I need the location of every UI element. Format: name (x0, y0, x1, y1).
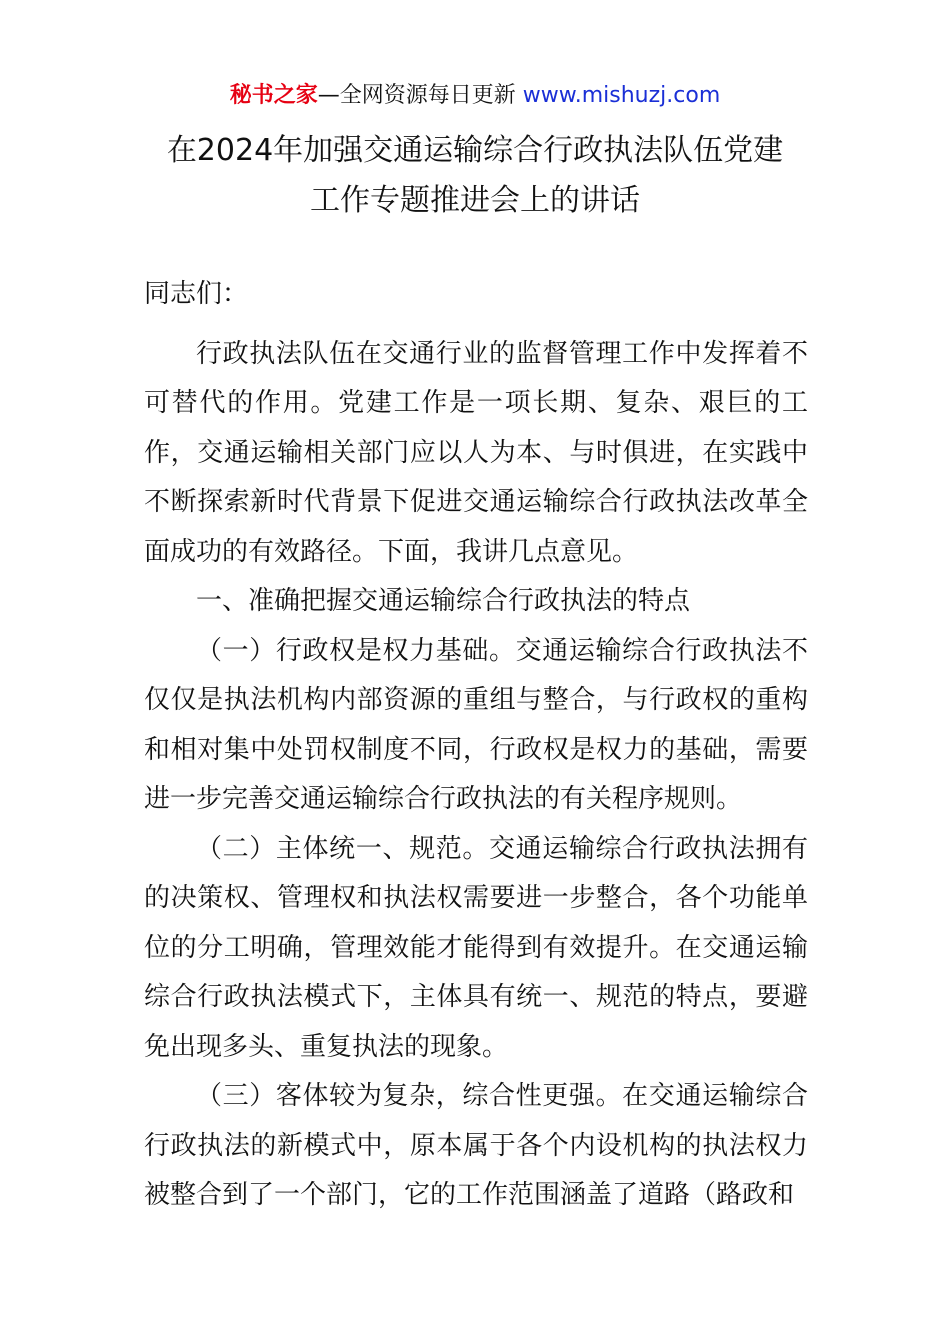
site-header (0, 80, 950, 112)
salutation: 同志们： (144, 279, 249, 309)
title-line-1: 在2024年加强交通运输综合行政执法队伍党建 (166, 133, 784, 168)
paragraph-point-3: （三）客体较为复杂，综合性更强。在交通运输综合行政执法的新模式中，原本属于各个内设机构的执法权力被整合到了一个部门，它的工作范围涵盖了道路（路政和 (144, 1081, 808, 1210)
site-tagline: —全网资源每日更新 (317, 83, 523, 108)
document-body (144, 270, 808, 1221)
paragraph-point-1: （一）行政权是权力基础。交通运输综合行政执法不仅仅是执法机构内部资源的重组与整合，与行政权的重构和相对集中处罚权制度不同，行政权是权力的基础，需要进一步完善交通运输综合行政执法的有关程序规则。 (144, 635, 808, 814)
brand-name: 秘书之家 (229, 83, 318, 108)
paragraph-intro: 行政执法队伍在交通行业的监督管理工作中发挥着不可替代的作用。党建工作是一项长期、复杂、艰巨的工作，交通运输相关部门应以人为本、与时俱进，在实践中不断探索新时代背景下促进交通运输综合行政执法改革全面成功的有效路径。下面，我讲几点意见。 (144, 338, 808, 567)
document-title (0, 126, 950, 226)
section-heading-1: 一、准确把握交通运输综合行政执法的特点 (196, 586, 691, 616)
paragraph-point-2: （二）主体统一、规范。交通运输综合行政执法拥有的决策权、管理权和执法权需要进一步整合，各个功能单位的分工明确，管理效能才能得到有效提升。在交通运输综合行政执法模式下，主体具有统一、规范的特点，要避免出现多头、重复执法的现象。 (144, 833, 808, 1062)
site-url[interactable]: www.mishuzj.com (522, 83, 721, 108)
title-line-2: 工作专题推进会上的讲话 (310, 183, 640, 218)
